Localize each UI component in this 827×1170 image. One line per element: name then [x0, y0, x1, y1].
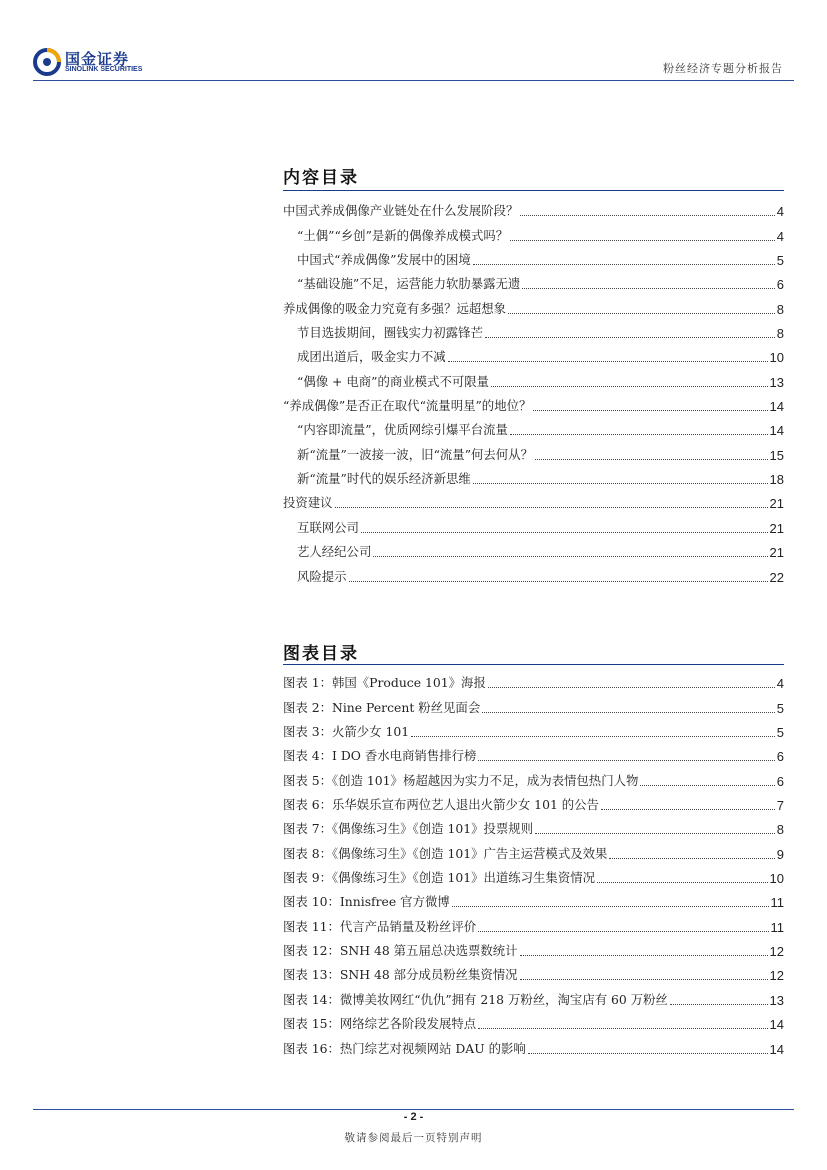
toc-entry-title: “基础设施”不足，运营能力软肋暴露无遗 [297, 276, 521, 292]
dot-leader [528, 1047, 768, 1054]
figure-entry[interactable] [283, 886, 784, 910]
figure-entry-page: 9 [776, 846, 784, 862]
toc-entry-page: 10 [769, 350, 784, 366]
dot-leader [510, 234, 775, 241]
figure-entry-title: 图表 7：《偶像练习生》《创造 101》投票规则 [283, 821, 534, 837]
dot-leader [478, 754, 774, 761]
figure-entry[interactable] [283, 691, 784, 715]
figure-entry-page: 14 [769, 1017, 784, 1033]
figure-entry-page: 11 [770, 919, 784, 935]
dot-leader [508, 307, 775, 314]
toc-heading-rule [283, 190, 784, 191]
toc-entry[interactable] [283, 487, 784, 511]
figure-entry-title: 图表 15：网络综艺各阶段发展特点 [283, 1016, 477, 1032]
toc-entry-page: 22 [769, 569, 784, 585]
toc-entry-page: 4 [776, 204, 784, 220]
figure-entry-title: 图表 9：《偶像练习生》《创造 101》出道练习生集资情况 [283, 870, 595, 886]
figure-entry-title: 图表 10：Innisfree 官方微博 [283, 894, 450, 910]
table-of-contents [283, 195, 784, 585]
figure-entry-page: 5 [776, 700, 784, 716]
figure-entry[interactable] [283, 1008, 784, 1032]
toc-entry-title: 养成偶像的吸金力究竟有多强？远超想象 [283, 300, 507, 316]
figure-entry[interactable] [283, 813, 784, 837]
toc-entry[interactable] [283, 195, 784, 219]
figure-entry-title: 图表 12：SNH 48 第五届总决选票数统计 [283, 943, 518, 959]
toc-entry[interactable] [283, 341, 784, 365]
dot-leader [349, 575, 768, 582]
logo-english-name: SINOLINK SECURITIES [65, 66, 143, 73]
toc-entry-title: 节目选拔期间，圈钱实力初露锋芒 [297, 325, 483, 341]
dot-leader [520, 209, 774, 216]
figure-entry-title: 图表 5：《创造 101》杨超越因为实力不足，成为表情包热门人物 [283, 772, 639, 788]
figure-entry[interactable] [283, 716, 784, 740]
figure-entry-title: 图表 3：火箭少女 101 [283, 724, 410, 740]
dot-leader [535, 453, 768, 460]
dot-leader [535, 827, 775, 834]
figures-list [283, 667, 784, 1057]
figure-entry[interactable] [283, 764, 784, 788]
toc-entry-title: 投资建议 [283, 495, 333, 511]
dot-leader [373, 550, 767, 557]
toc-entry-title: “偶像 + 电商”的商业模式不可限量 [297, 373, 490, 389]
dot-leader [452, 900, 769, 907]
toc-entry-page: 15 [769, 447, 784, 463]
dot-leader [597, 876, 768, 883]
figure-entry-page: 12 [769, 968, 784, 984]
report-title: 粉丝经济专题分析报告 [663, 62, 783, 75]
toc-entry-title: 互联网公司 [297, 519, 359, 535]
figure-entry[interactable] [283, 959, 784, 983]
toc-entry-page: 6 [776, 277, 784, 293]
dot-leader [473, 258, 775, 265]
toc-entry-page: 8 [776, 326, 784, 342]
dot-leader [448, 355, 768, 362]
dot-leader [335, 501, 768, 508]
dot-leader [520, 973, 768, 980]
toc-entry-page: 13 [769, 374, 784, 390]
toc-entry-page: 21 [769, 496, 784, 512]
toc-entry[interactable] [283, 463, 784, 487]
dot-leader [522, 282, 774, 289]
figure-entry-page: 4 [776, 676, 784, 692]
dot-leader [640, 779, 774, 786]
figure-entry-page: 7 [776, 798, 784, 814]
toc-entry-title: “内容即流量”，优质网综引爆平台流量 [297, 422, 508, 438]
toc-entry[interactable] [283, 268, 784, 292]
toc-entry-page: 21 [769, 520, 784, 536]
dot-leader [601, 803, 775, 810]
dot-leader [482, 706, 775, 713]
toc-entry-page: 14 [769, 423, 784, 439]
toc-entry[interactable] [283, 317, 784, 341]
toc-entry[interactable] [283, 292, 784, 316]
toc-entry[interactable] [283, 244, 784, 268]
toc-entry-page: 21 [769, 545, 784, 561]
figure-entry[interactable] [283, 910, 784, 934]
dot-leader [670, 998, 768, 1005]
figure-entry-title: 图表 1：韩国《Produce 101》海报 [283, 675, 486, 691]
figure-entry-title: 图表 4：I DO 香水电商销售排行榜 [283, 748, 477, 764]
figure-entry[interactable] [283, 983, 784, 1007]
figure-entry-page: 5 [776, 725, 784, 741]
figure-entry-page: 10 [769, 871, 784, 887]
toc-entry[interactable] [283, 219, 784, 243]
figure-entry-page: 6 [776, 773, 784, 789]
footer-divider [33, 1109, 794, 1110]
figure-entry[interactable] [283, 667, 784, 691]
figure-entry-title: 图表 2：Nine Percent 粉丝见面会 [283, 699, 481, 715]
dot-leader [520, 949, 768, 956]
toc-entry-title: 新“流量”时代的娱乐经济新思维 [297, 471, 471, 487]
logo-chinese-name: 国金证券 [65, 50, 130, 68]
figure-entry-page: 8 [776, 822, 784, 838]
toc-entry-page: 14 [769, 399, 784, 415]
page-number: - 2 - [403, 1111, 424, 1123]
header-divider [33, 80, 794, 81]
figure-entry[interactable] [283, 740, 784, 764]
figure-entry-page: 13 [769, 992, 784, 1008]
dot-leader [485, 331, 775, 338]
figure-entry[interactable] [283, 935, 784, 959]
figure-entry-page: 6 [776, 749, 784, 765]
figure-entry-title: 图表 6：乐华娱乐宣布两位艺人退出火箭少女 101 的公告 [283, 797, 599, 813]
dot-leader [478, 1022, 767, 1029]
figure-entry-title: 图表 11：代言产品销量及粉丝评价 [283, 918, 477, 934]
footer-disclaimer: 敬请参阅最后一页特别声明 [344, 1132, 483, 1144]
toc-entry[interactable] [283, 511, 784, 535]
toc-entry[interactable] [283, 536, 784, 560]
dot-leader [533, 404, 767, 411]
toc-entry-title: 风险提示 [297, 568, 347, 584]
toc-entry-title: 中国式养成偶像产业链处在什么发展阶段？ [283, 203, 519, 219]
sinolink-logo-icon [33, 48, 61, 76]
dot-leader [361, 526, 768, 533]
toc-entry[interactable] [283, 365, 784, 389]
figure-entry-title: 图表 16：热门综艺对视频网站 DAU 的影响 [283, 1040, 526, 1056]
dot-leader [488, 681, 775, 688]
dot-leader [473, 477, 768, 484]
dot-leader [510, 428, 768, 435]
dot-leader [478, 925, 768, 932]
figure-entry-page: 14 [769, 1041, 784, 1057]
figure-entry-title: 图表 14：微博美妆网红“仇仇”拥有 218 万粉丝，淘宝店有 60 万粉丝 [283, 991, 668, 1007]
figure-entry-page: 11 [770, 895, 784, 911]
figures-heading-rule [283, 664, 784, 665]
dot-leader [609, 852, 774, 859]
figure-entry[interactable] [283, 789, 784, 813]
toc-heading: 内容目录 [283, 168, 359, 188]
toc-entry[interactable] [283, 560, 784, 584]
figures-heading: 图表目录 [283, 644, 359, 664]
toc-entry-title: 新“流量”一波接一波，旧“流量”何去何从？ [297, 446, 533, 462]
figure-entry-page: 12 [769, 944, 784, 960]
toc-entry-title: 成团出道后，吸金实力不减 [297, 349, 446, 365]
dot-leader [491, 380, 768, 387]
toc-entry-page: 8 [776, 301, 784, 317]
toc-entry-title: “土偶”“乡创”是新的偶像养成模式吗？ [297, 227, 509, 243]
toc-entry-title: 艺人经纪公司 [297, 544, 372, 560]
toc-entry-page: 4 [776, 228, 784, 244]
toc-entry[interactable] [283, 390, 784, 414]
toc-entry[interactable] [283, 438, 784, 462]
toc-entry-page: 5 [776, 253, 784, 269]
figure-entry-title: 图表 8：《偶像练习生》《创造 101》广告主运营模式及效果 [283, 845, 608, 861]
toc-entry-page: 18 [769, 472, 784, 488]
figure-entry[interactable] [283, 862, 784, 886]
company-logo [33, 48, 163, 78]
figure-entry-title: 图表 13：SNH 48 部分成员粉丝集资情况 [283, 967, 518, 983]
toc-entry[interactable] [283, 414, 784, 438]
dot-leader [411, 730, 775, 737]
toc-entry-title: 中国式“养成偶像”发展中的困境 [297, 252, 471, 268]
figure-entry[interactable] [283, 837, 784, 861]
figure-entry[interactable] [283, 1032, 784, 1056]
toc-entry-title: “养成偶像”是否正在取代“流量明星”的地位？ [283, 398, 532, 414]
